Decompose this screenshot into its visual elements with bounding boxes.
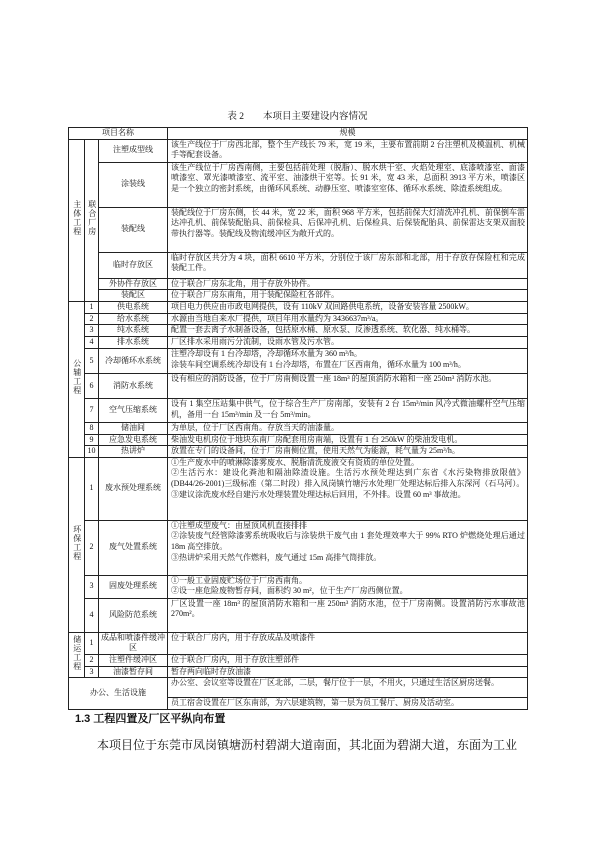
content-line: 位于联合厂房内，用于存放成品及喷漆件 xyxy=(171,632,315,642)
item-name: 排水系统 xyxy=(99,336,168,348)
utility-works-category-cell xyxy=(69,301,85,457)
item-name: 装配线 xyxy=(99,207,168,252)
main-works-category-cell xyxy=(69,139,85,301)
table-row xyxy=(69,348,528,373)
content-line: ③热讲炉采用天然气作燃料，废气通过 15m 高排气筒排放。 xyxy=(171,552,382,562)
content-line: 设有 1 集空压站集中供气，位于综合生产厂房南部，安装有 2 台 15m³/min 风冷式微油螺杆空气压缩机，备用一台 15m³/min 及一台 5m³/min。 xyxy=(171,398,525,419)
group-cell xyxy=(85,139,99,301)
content-line: 位于联合厂房内，用于存放注塑部件 xyxy=(171,654,299,664)
content-line: ③建议涂洗废水经自建污水处理装置处理达标后回用，不外排。设置 60 m³ 事故池。 xyxy=(171,489,466,499)
item-content xyxy=(168,336,528,348)
table-row xyxy=(69,678,528,698)
item-name: 成品和喷漆件缓冲区 xyxy=(99,632,168,654)
item-name: 注塑成型线 xyxy=(99,139,168,162)
table-header-row xyxy=(69,128,528,140)
item-content xyxy=(168,252,528,278)
row-number: 5 xyxy=(85,348,99,373)
storage-works-category-cell xyxy=(69,632,85,677)
content-line: ②涂装废气经管除漆雾系统吸收后与涂装烘干废气由 1 套处理效率大于 99% RTO 炉燃烧处理后通过 18m 高空排放。 xyxy=(171,531,525,551)
item-name: 固废处理系统 xyxy=(99,575,168,598)
item-content xyxy=(168,666,528,678)
item-content xyxy=(168,678,528,698)
section-heading: 1.3 工程四置及厂区平纵向布置 xyxy=(75,713,226,725)
item-content xyxy=(168,520,528,575)
item-name: 涂装线 xyxy=(99,162,168,207)
item-content xyxy=(168,207,528,252)
table-row xyxy=(69,654,528,666)
item-name: 油漆暂存间 xyxy=(99,666,168,678)
table-row xyxy=(69,632,528,654)
content-line: 厂区设置一座 18m³ 的屋顶消防水箱和一座 250m³ 消防水池，位于厂房南侧。设置消防污水事故池 270m²。 xyxy=(171,598,525,619)
row-number: 3 xyxy=(85,575,99,598)
content-line: 配置一套去离子水制备设备，包括原水桶、原水泵、反渗透系统、软化器、纯水桶等。 xyxy=(171,325,475,335)
category-label: 环保工程 xyxy=(72,524,82,561)
table-row xyxy=(69,434,528,446)
row-number: 8 xyxy=(85,422,99,434)
content-line: 该生产线位于厂房西南侧，主要包括前处理（脱脂）、脱水烘干室、火焰处理室、底漆喷漆室、面漆喷漆室、罩光漆喷漆室、流平室、油漆烘干室等。长 91 米，宽 43 米，总面积 3913 平方米，喷漆区是一个独立的密封系统，由循环风系统、动静压室、喷漆室室体、循环水系统、除渣系统组成。 xyxy=(171,162,525,193)
content-line: 临时存放区共分为 4 块，面积 6610 平方米，分别位于该厂房东部和北部，用于存放存保险杠和完成装配工件。 xyxy=(171,252,525,273)
header-scale: 规模 xyxy=(168,128,528,140)
table-row xyxy=(69,207,528,252)
item-name: 外协件存放区 xyxy=(99,278,168,290)
row-number: 1 xyxy=(85,632,99,654)
environmental-works-category-cell xyxy=(69,457,85,632)
item-content xyxy=(168,434,528,446)
item-name: 储油间 xyxy=(99,422,168,434)
content-line: 暂存两向临时存放油漆 xyxy=(171,666,251,676)
row-number: 3 xyxy=(85,325,99,337)
row-number: 4 xyxy=(85,336,99,348)
row-number: 4 xyxy=(85,598,99,632)
item-name: 供电系统 xyxy=(99,301,168,313)
row-number: 2 xyxy=(85,313,99,325)
row-number: 10 xyxy=(85,446,99,458)
table-row xyxy=(69,446,528,458)
item-name: 装配区 xyxy=(99,290,168,302)
row-number: 3 xyxy=(85,666,99,678)
content-line: ①注塑成型废气：由屋顶风机直接排排 xyxy=(171,520,307,530)
item-content xyxy=(168,398,528,422)
content-line: 该生产线位于厂房西北部，整个生产线长 79 米，宽 19 米，主要布置前期 2 台注塑机及模温机、机械手等配套设备。 xyxy=(171,139,525,160)
content-line: 位于联合厂房东南角，用于装配保险杠各部件。 xyxy=(171,290,339,300)
item-name: 废水预处理系统 xyxy=(99,457,168,520)
content-line: 项目电力供应由市政电网提供，设有 110kV 双回路供电系统，设备安装容量 2500kW。 xyxy=(171,301,474,311)
content-line: 水源由当地自来水厂提供，项目年用水量约为 3436637m³/a。 xyxy=(171,313,384,323)
table-caption: 表 2 本项目主要建设内容情况 xyxy=(227,112,368,122)
content-line: 装配线位于厂房东侧，长 44 米，宽 22 米，面积 968 平方米，包括前保大灯清洗冲孔机、前保倒车雷达冲孔机、前保装配胎具、前保检具、后保冲孔机、后保检具、后保装配胎具、前保雷达支架双面胶带执行器等。装配线及物流缓冲区为敞开式的。 xyxy=(171,207,525,238)
item-content xyxy=(168,698,528,710)
body-paragraph: 本项目位于东莞市凤岗镇塘沥村碧湖大道南面，其北面为碧湖大道，东面为工业 xyxy=(97,738,518,752)
table-row xyxy=(69,301,528,313)
content-line: ②设一座危险废物暂存间，面积约 30 m²，位于生产厂房西侧位置。 xyxy=(171,586,408,596)
item-content xyxy=(168,290,528,302)
item-name: 应急发电系统 xyxy=(99,434,168,446)
item-content xyxy=(168,301,528,313)
table-row xyxy=(69,290,528,302)
item-content xyxy=(168,446,528,458)
content-line: 办公室、会议室等设置在厂区北部，二层，餐厅位于一层，不用火，只通过生活区厨房送餐。 xyxy=(171,678,499,688)
item-content xyxy=(168,162,528,207)
table-row xyxy=(69,139,528,162)
item-name: 临时存放区 xyxy=(99,252,168,278)
table-row xyxy=(69,252,528,278)
row-number: 1 xyxy=(85,301,99,313)
item-content xyxy=(168,457,528,520)
table-row xyxy=(69,666,528,678)
row-number: 9 xyxy=(85,434,99,446)
content-line: 厂区排水采用雨污分流制，设雨水管及污水管。 xyxy=(171,336,339,346)
content-line: ①生产废水中的喷淋除漆雾废水、脱脂清洗废液交有资质的单位处置。 xyxy=(171,457,419,467)
item-content xyxy=(168,139,528,162)
item-name: 给水系统 xyxy=(99,313,168,325)
row-number: 2 xyxy=(85,520,99,575)
item-content xyxy=(168,654,528,666)
table-row xyxy=(69,278,528,290)
table-row xyxy=(69,313,528,325)
row-number: 7 xyxy=(85,398,99,422)
item-name: 纯水系统 xyxy=(99,325,168,337)
header-project-name: 项目名称 xyxy=(69,128,168,140)
row-number: 6 xyxy=(85,373,99,398)
table-row xyxy=(69,162,528,207)
group-label: 联合厂房 xyxy=(87,200,97,237)
content-line: 位于联合厂房东北角，用于存放外协件。 xyxy=(171,278,315,288)
item-content xyxy=(168,313,528,325)
item-content xyxy=(168,575,528,598)
table-row xyxy=(69,520,528,575)
item-name: 消防水系统 xyxy=(99,373,168,398)
item-content xyxy=(168,422,528,434)
item-content xyxy=(168,325,528,337)
category-label: 储运工程 xyxy=(72,635,82,672)
item-name: 废气处置系统 xyxy=(99,520,168,575)
table-row xyxy=(69,598,528,632)
table-row xyxy=(69,336,528,348)
item-content xyxy=(168,373,528,398)
item-name: 冷却循环水系统 xyxy=(99,348,168,373)
content-line: 设有相应的消防设备，位于厂房南侧设置一座 18m³ 的屋顶消防水箱和一座 250m³ 消防水池。 xyxy=(171,373,497,383)
category-label: 主体工程 xyxy=(72,200,82,237)
table-row xyxy=(69,325,528,337)
table-row xyxy=(69,373,528,398)
item-name: 热讲炉 xyxy=(99,446,168,458)
item-content xyxy=(168,278,528,290)
content-line: ①一般工业固废贮场位于厂房西南角。 xyxy=(171,575,307,585)
item-content xyxy=(168,632,528,654)
item-name: 注塑件缓冲区 xyxy=(99,654,168,666)
content-line: 放置在专门的设备间，位于厂房南侧位置，使用天然气为能源，耗气量为 25m³/h。 xyxy=(171,446,460,456)
construction-content-table xyxy=(68,127,528,710)
item-name: 风险防范系统 xyxy=(99,598,168,632)
category-label: 公辅工程 xyxy=(72,359,82,396)
content-line: 柴油发电机房位于地块东南厂房配套用房南端，设置有 1 台 250kW 的柴油发电机。 xyxy=(171,434,463,444)
item-name: 办公、生活设施 xyxy=(69,678,168,710)
content-line: ②生活污水：建设化粪池和隔油除渣设施。生活污水预处理达到广东省《水污染物排放限值》(DB44/26-2001)三级标准（第二时段）排入凤岗镇竹塘污水处理厂处理达标后排入东深河（石马河）。 xyxy=(171,468,525,488)
item-name: 空气压缩系统 xyxy=(99,398,168,422)
content-line: 员工宿舍设置在厂区东南部，为六层建筑物，第一层为员工餐厅、厨房及活动室。 xyxy=(171,698,459,708)
table-row xyxy=(69,575,528,598)
table-row xyxy=(69,398,528,422)
item-content xyxy=(168,348,528,373)
content-line: 为单层，位于厂区西南角。存放当天的油漆量。 xyxy=(171,422,339,432)
item-content xyxy=(168,598,528,632)
row-number: 2 xyxy=(85,654,99,666)
row-number: 1 xyxy=(85,457,99,520)
content-line: 注塑冷却设有 1 台冷却塔，冷却循环水量为 360 m³/h。 xyxy=(171,348,362,358)
content-line: 涂装车间空调系统冷却设有 1 台冷却塔，布置在厂区西南角，循环水量为 100 m³/h。 xyxy=(171,359,466,369)
table-row xyxy=(69,422,528,434)
table-row xyxy=(69,457,528,520)
